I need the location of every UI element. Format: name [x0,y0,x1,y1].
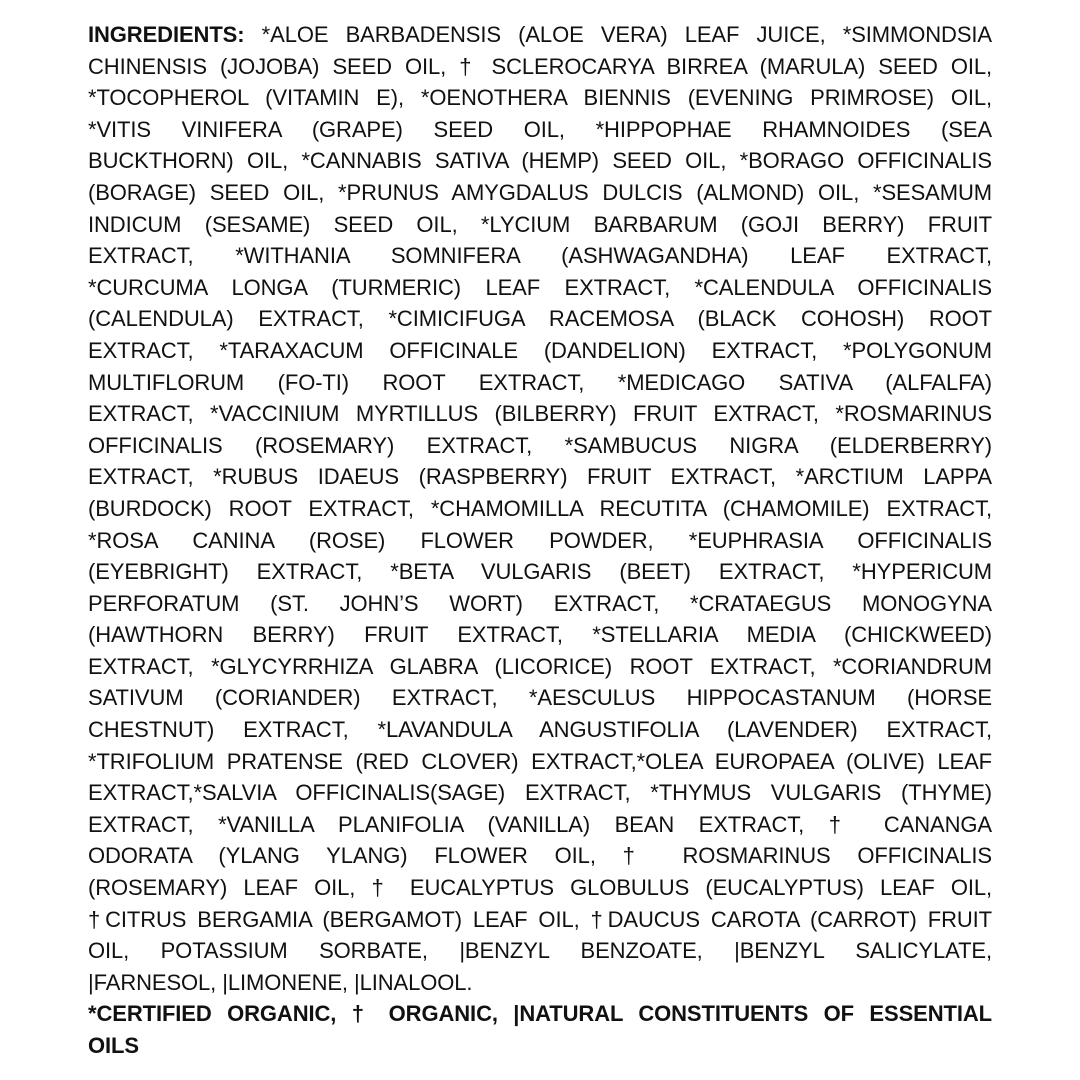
ingredients-line-text: *ALOE BARBADENSIS (ALOE VERA) LEAF JUICE, *SIMMONDSIA [261,22,992,47]
ingredients-line [88,19,992,51]
ingredients-line: PERFORATUM (ST. JOHN’S WORT) EXTRACT, *CRATAEGUS MONOGYNA [88,590,992,616]
ingredients-line: EXTRACT, *WITHANIA SOMNIFERA (ASHWAGANDHA) LEAF EXTRACT, [88,243,992,269]
ingredients-line: CHINENSIS (JOJOBA) SEED OIL, † SCLEROCARYA BIRREA (MARULA) SEED OIL, [88,53,992,79]
ingredients-line: *ROSA CANINA (ROSE) FLOWER POWDER, *EUPHRASIA OFFICINALIS [88,527,992,553]
ingredients-line: OIL, POTASSIUM SORBATE, |BENZYL BENZOATE, |BENZYL SALICYLATE, [88,938,992,964]
ingredients-paragraph [88,19,992,1062]
ingredients-line: (BURDOCK) ROOT EXTRACT, *CHAMOMILLA RECUTITA (CHAMOMILE) EXTRACT, [88,495,992,521]
ingredients-line: *CURCUMA LONGA (TURMERIC) LEAF EXTRACT, *CALENDULA OFFICINALIS [88,274,992,300]
ingredients-line: CHESTNUT) EXTRACT, *LAVANDULA ANGUSTIFOLIA (LAVENDER) EXTRACT, [88,717,992,743]
ingredients-line: EXTRACT, *RUBUS IDAEUS (RASPBERRY) FRUIT EXTRACT, *ARCTIUM LAPPA [88,464,992,490]
ingredients-heading: INGREDIENTS: [88,22,245,47]
ingredients-line: *TOCOPHEROL (VITAMIN E), *OENOTHERA BIENNIS (EVENING PRIMROSE) OIL, [88,85,992,111]
ingredients-line: ODORATA (YLANG YLANG) FLOWER OIL, † ROSMARINUS OFFICINALIS [88,843,992,869]
ingredients-line: *VITIS VINIFERA (GRAPE) SEED OIL, *HIPPOPHAE RHAMNOIDES (SEA [88,116,992,142]
ingredients-line: SATIVUM (CORIANDER) EXTRACT, *AESCULUS HIPPOCASTANUM (HORSE [88,685,992,711]
ingredients-line: *TRIFOLIUM PRATENSE (RED CLOVER) EXTRACT,*OLEA EUROPAEA (OLIVE) LEAF [88,748,992,774]
ingredients-line: (CALENDULA) EXTRACT, *CIMICIFUGA RACEMOSA (BLACK COHOSH) ROOT [88,306,992,332]
ingredients-line: (HAWTHORN BERRY) FRUIT EXTRACT, *STELLARIA MEDIA (CHICKWEED) [88,622,992,648]
ingredients-line: (BORAGE) SEED OIL, *PRUNUS AMYGDALUS DULCIS (ALMOND) OIL, *SESAMUM [88,179,992,205]
ingredients-line: EXTRACT, *VACCINIUM MYRTILLUS (BILBERRY) FRUIT EXTRACT, *ROSMARINUS [88,401,992,427]
ingredients-line-last: |FARNESOL, |LIMONENE, |LINALOOL. [88,969,473,995]
ingredients-line: EXTRACT,*SALVIA OFFICINALIS(SAGE) EXTRACT, *THYMUS VULGARIS (THYME) [88,780,992,806]
ingredients-line: EXTRACT, *TARAXACUM OFFICINALE (DANDELION) EXTRACT, *POLYGONUM [88,337,992,363]
ingredients-line: (EYEBRIGHT) EXTRACT, *BETA VULGARIS (BEET) EXTRACT, *HYPERICUM [88,559,992,585]
ingredients-line: INDICUM (SESAME) SEED OIL, *LYCIUM BARBARUM (GOJI BERRY) FRUIT [88,211,992,237]
ingredients-line: MULTIFLORUM (FO-TI) ROOT EXTRACT, *MEDICAGO SATIVA (ALFALFA) [88,369,992,395]
ingredients-line: (ROSEMARY) LEAF OIL, † EUCALYPTUS GLOBULUS (EUCALYPTUS) LEAF OIL, [88,875,992,901]
footnote-line: *CERTIFIED ORGANIC, † ORGANIC, |NATURAL CONSTITUENTS OF ESSENTIAL [88,1001,992,1027]
ingredients-line: OFFICINALIS (ROSEMARY) EXTRACT, *SAMBUCUS NIGRA (ELDERBERRY) [88,432,992,458]
footnote-line-last: OILS [88,1033,139,1058]
ingredients-line: †CITRUS BERGAMIA (BERGAMOT) LEAF OIL, †DAUCUS CAROTA (CARROT) FRUIT [88,906,992,932]
ingredients-line: EXTRACT, *GLYCYRRHIZA GLABRA (LICORICE) ROOT EXTRACT, *CORIANDRUM [88,653,992,679]
ingredients-line: EXTRACT, *VANILLA PLANIFOLIA (VANILLA) BEAN EXTRACT, † CANANGA [88,811,992,837]
ingredients-line: BUCKTHORN) OIL, *CANNABIS SATIVA (HEMP) SEED OIL, *BORAGO OFFICINALIS [88,148,992,174]
